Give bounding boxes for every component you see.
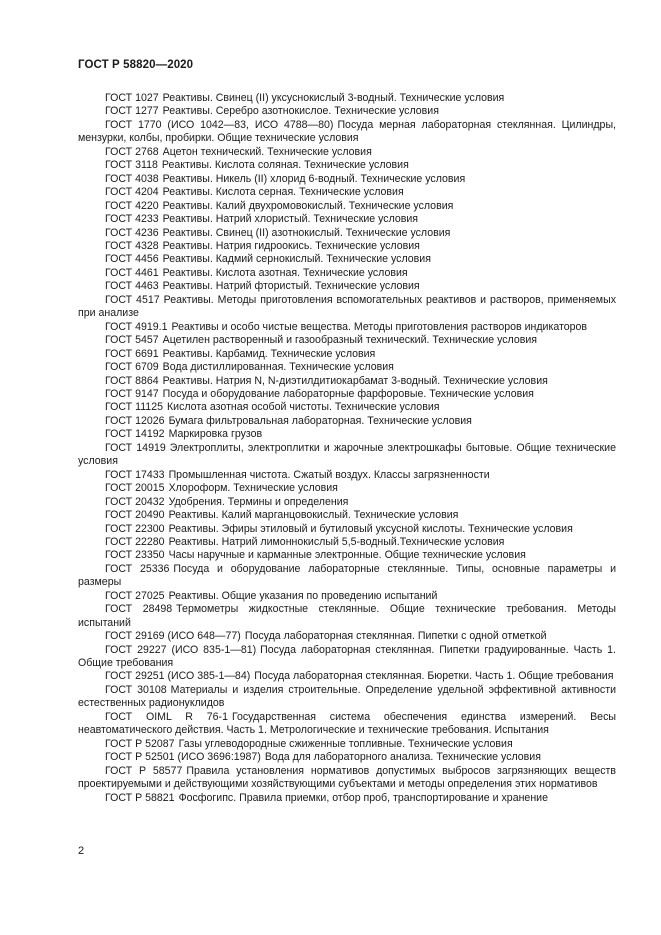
reference-code: ГОСТ 11125 [105, 401, 163, 414]
reference-title: Реактивы. Натрия N, N-диэтилдитиокарбамат 3-водный. Технические условия [162, 374, 548, 387]
reference-title: Газы углеводородные сжиженные топливные. Технические условия [178, 737, 513, 750]
reference-code: ГОСТ 4220 [105, 199, 159, 212]
reference-title: Посуда лабораторная стеклянная. Бюретки. Часть 1. Общие требования [254, 670, 614, 683]
normative-references-list [78, 92, 616, 805]
reference-title: Правила установления нормативов допустимых выбросов загрязняющих веществ проектируемыми и действующими хозяйствующими субъектами и методы определения этих нормативов [78, 764, 616, 791]
reference-code: ГОСТ 29169 (ИСО 648—77) [105, 630, 241, 643]
reference-title: Промышленная чистота. Сжатый воздух. Классы загрязненности [168, 468, 490, 481]
reference-entry [78, 159, 616, 172]
reference-title: Реактивы. Натрия гидроокись. Технические условия [162, 239, 420, 252]
reference-entry [78, 482, 616, 495]
reference-entry [78, 294, 616, 321]
reference-title: Бумага фильтровальная лабораторная. Технические условия [168, 414, 472, 427]
reference-code: ГОСТ 25336 [105, 562, 170, 575]
reference-title: Реактивы. Методы приготовления вспомогательных реактивов и растворов, применяемых при анализе [78, 293, 616, 320]
reference-entry [78, 469, 616, 482]
reference-entry [78, 563, 616, 590]
reference-code: ГОСТ 30108 [105, 683, 167, 696]
reference-entry [78, 711, 616, 738]
reference-entry [78, 388, 616, 401]
reference-title: Реактивы. Карбамид. Технические условия [162, 347, 376, 360]
reference-entry [78, 442, 616, 469]
reference-title: Удобрения. Термины и определения [168, 495, 349, 508]
reference-code: ГОСТ 4038 [105, 172, 159, 185]
reference-entry [78, 173, 616, 186]
reference-title: Вода дистиллированная. Технические условия [162, 361, 394, 374]
reference-title: Ацетилен растворенный и газообразный технический. Технические условия [162, 334, 538, 347]
reference-entry [78, 280, 616, 293]
reference-entry [78, 105, 616, 118]
reference-code: ГОСТ 4233 [105, 213, 159, 226]
reference-entry [78, 536, 616, 549]
reference-title: Реактивы и особо чистые вещества. Методы приготовления растворов индикаторов [171, 320, 588, 333]
reference-title: Реактивы. Калий марганцовокислый. Технические условия [168, 509, 459, 522]
reference-title: Реактивы. Кислота серная. Технические условия [162, 186, 404, 199]
reference-title: Посуда и оборудование лабораторные стеклянные. Типы, основные параметры и размеры [78, 562, 616, 589]
reference-title: Реактивы. Кадмий сернокислый. Технические условия [162, 253, 431, 266]
reference-code: ГОСТ 1277 [105, 105, 159, 118]
reference-code: ГОСТ 4463 [105, 280, 159, 293]
reference-entry [78, 684, 616, 711]
reference-title: Маркировка грузов [168, 428, 263, 441]
reference-code: ГОСТ 20432 [105, 495, 165, 508]
page-number: 2 [78, 845, 85, 857]
reference-entry [78, 361, 616, 374]
reference-entry [78, 267, 616, 280]
reference-title: Реактивы. Общие указания по проведению испытаний [168, 589, 438, 602]
reference-code: ГОСТ 2768 [105, 145, 159, 158]
reference-title: Реактивы. Никель (II) хлорид 6-водный. Технические условия [162, 172, 466, 185]
reference-title: Посуда лабораторная стеклянная. Пипетки градуированные. Часть 1. Общие требования [78, 643, 616, 670]
reference-entry [78, 348, 616, 361]
reference-code: ГОСТ 4517 [105, 293, 160, 306]
reference-entry [78, 603, 616, 630]
reference-title: Государственная система обеспечения единства измерений. Весы неавтоматического действия. Часть 1. Метрологические и технические требования. Испытания [78, 710, 616, 737]
reference-title: Термометры жидкостные стеклянные. Общие технические требования. Методы испытаний [78, 603, 616, 629]
reference-code: ГОСТ 22300 [105, 522, 165, 535]
reference-entry [78, 146, 616, 159]
reference-code: ГОСТ 4204 [105, 186, 159, 199]
reference-title: Посуда мерная лабораторная стеклянная. Цилиндры, мензурки, колбы, пробирки. Общие технические условия [78, 118, 617, 145]
reference-title: Реактивы. Натрий фтористый. Технические условия [162, 280, 420, 293]
reference-entry [78, 428, 616, 441]
reference-entry [78, 765, 616, 792]
reference-title: Реактивы. Кислота азотная. Технические условия [162, 266, 408, 279]
reference-entry [78, 321, 616, 334]
reference-entry [78, 240, 616, 253]
reference-title: Реактивы. Свинец (II) уксуснокислый 3-водный. Технические условия [162, 92, 505, 104]
reference-code: ГОСТ 22280 [105, 535, 165, 548]
reference-code: ГОСТ 4236 [105, 226, 159, 239]
reference-code: ГОСТ 20490 [105, 509, 165, 522]
reference-code: ГОСТ 3118 [105, 159, 158, 172]
reference-title: Реактивы. Свинец (II) азотнокислый. Технические условия [162, 226, 451, 239]
reference-title: Посуда и оборудование лабораторные фарфоровые. Технические условия [162, 387, 534, 400]
reference-entry [78, 119, 616, 146]
reference-entry [78, 738, 616, 751]
reference-entry [78, 630, 616, 643]
reference-code: ГОСТ 20015 [105, 482, 165, 495]
reference-code: ГОСТ 4328 [105, 239, 159, 252]
reference-entry [78, 509, 616, 522]
reference-entry [78, 792, 616, 805]
reference-code: ГОСТ Р 58577 [105, 764, 183, 777]
reference-code: ГОСТ 6691 [105, 347, 159, 360]
reference-code: ГОСТ 4456 [105, 253, 159, 266]
reference-entry [78, 549, 616, 562]
reference-title: Посуда лабораторная стеклянная. Пипетки с одной отметкой [244, 630, 547, 643]
reference-entry [78, 334, 616, 347]
reference-entry [78, 200, 616, 213]
reference-title: Фосфогипс. Правила приемки, отбор проб, транспортирование и хранение [178, 791, 548, 804]
reference-entry [78, 375, 616, 388]
reference-title: Реактивы. Калий двухромовокислый. Технические условия [162, 199, 454, 212]
reference-title: Материалы и изделия строительные. Определение удельной эффективной активности естественных радионуклидов [78, 683, 616, 710]
reference-title: Реактивы. Натрий лимоннокислый 5,5-водный.Технические условия [168, 535, 505, 548]
reference-code: ГОСТ 1027 [105, 92, 159, 104]
reference-entry [78, 227, 616, 240]
reference-title: Ацетон технический. Технические условия [162, 145, 372, 158]
reference-code: ГОСТ 6709 [105, 361, 159, 374]
reference-code: ГОСТ 14919 [105, 441, 166, 454]
page-header: ГОСТ Р 58820—2020 [78, 59, 194, 71]
reference-code: ГОСТ 5457 [105, 334, 159, 347]
reference-title: Реактивы. Кислота соляная. Технические условия [161, 159, 409, 172]
reference-code: ГОСТ 1770 (ИСО 1042—83, ИСО 4788—80) [105, 118, 334, 131]
reference-entry [78, 92, 616, 105]
reference-title: Хлороформ. Технические условия [168, 482, 338, 495]
reference-entry [78, 590, 616, 603]
reference-entry [78, 670, 616, 683]
reference-title: Часы наручные и карманные электронные. Общие технические условия [168, 549, 526, 562]
reference-code: ГОСТ Р 52501 (ИСО 3696:1987) [105, 751, 261, 764]
reference-code: ГОСТ 8864 [105, 374, 159, 387]
reference-code: ГОСТ Р 58821 [105, 791, 175, 804]
reference-code: ГОСТ 4919.1 [105, 320, 168, 333]
reference-code: ГОСТ 28498 [105, 603, 173, 616]
reference-entry [78, 523, 616, 536]
reference-code: ГОСТ 4461 [105, 266, 159, 279]
reference-code: ГОСТ 9147 [105, 387, 159, 400]
reference-title: Реактивы. Натрий хлористый. Технические условия [162, 213, 419, 226]
reference-code: ГОСТ 29251 (ИСО 385-1—84) [105, 670, 251, 683]
reference-entry [78, 253, 616, 266]
reference-entry [78, 644, 616, 671]
reference-title: Реактивы. Эфиры этиловый и бутиловый уксусной кислоты. Технические условия [168, 522, 573, 535]
reference-title: Кислота азотная особой чистоты. Технические условия [166, 401, 440, 414]
reference-code: ГОСТ 29227 (ИСО 835-1—81) [105, 643, 257, 656]
reference-entry [78, 496, 616, 509]
reference-code: ГОСТ Р 52087 [105, 737, 175, 750]
reference-code: ГОСТ 14192 [105, 428, 165, 441]
reference-code: ГОСТ 12026 [105, 414, 165, 427]
reference-title: Электроплиты, электроплитки и жарочные электрошкафы бытовые. Общие технические условия [78, 441, 616, 468]
reference-title: Вода для лабораторного анализа. Технические условия [264, 751, 541, 764]
reference-entry [78, 186, 616, 199]
reference-code: ГОСТ 17433 [105, 468, 165, 481]
reference-entry [78, 751, 616, 764]
reference-code: ГОСТ 27025 [105, 589, 165, 602]
reference-title: Реактивы. Серебро азотнокислое. Технические условия [162, 105, 439, 118]
reference-entry [78, 213, 616, 226]
reference-entry [78, 415, 616, 428]
reference-code: ГОСТ OIML R 76-1 [105, 710, 228, 723]
reference-code: ГОСТ 23350 [105, 549, 165, 562]
reference-entry [78, 401, 616, 414]
